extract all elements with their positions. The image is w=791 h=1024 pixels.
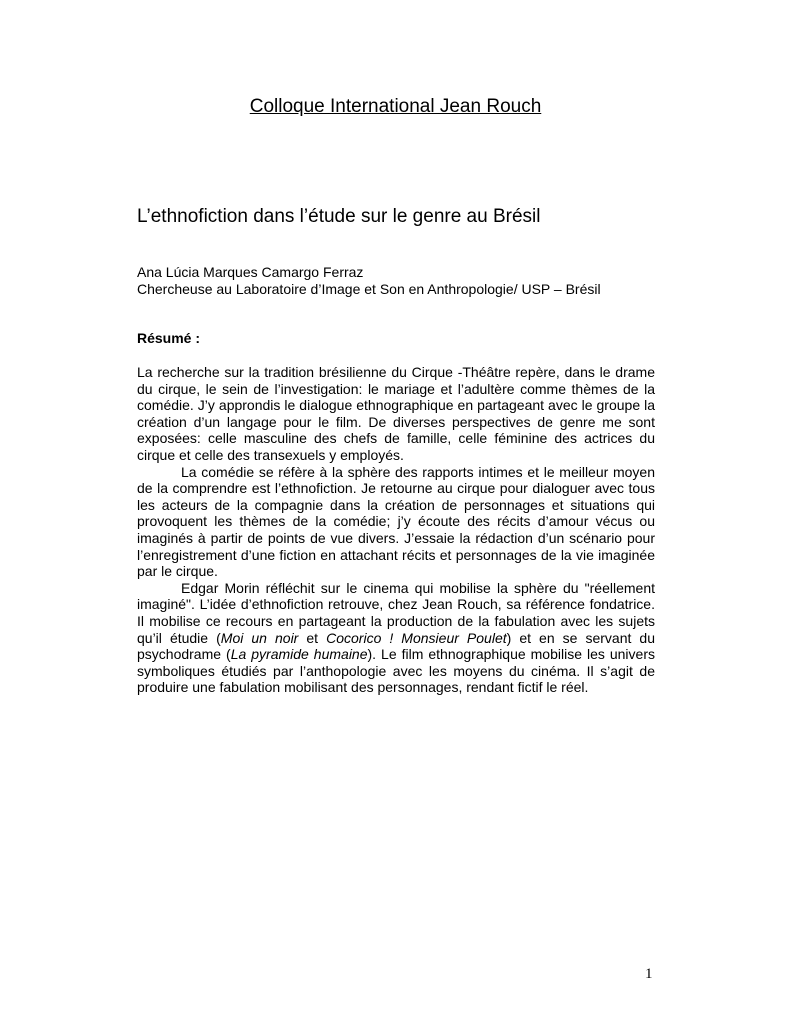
abstract-paragraph-1: La recherche sur la tradition brésilienne du Cirque -Théâtre repère, dans le drame du cirque, le sein de l’investigation: le mariage et l’adultère comme thèmes de la comédie. J’y approndis le dialogue ethnographique en partageant avec le groupe la création d’un langage pour le film. De diverses perspectives de genre me sont exposées: celle masculine des chefs de famille, celle féminine des actrices du cirque et celle des transexuels y employés. <box>137 364 655 463</box>
author-affiliation: Chercheuse au Laboratoire d’Image et Son en Anthropologie/ USP – Brésil <box>137 281 601 297</box>
paper-title: L’ethnofiction dans l’étude sur le genre au Brésil <box>137 206 541 227</box>
film-title-cocorico: Cocorico ! Monsieur Poulet <box>326 629 507 646</box>
abstract-paragraph-2: La comédie se réfère à la sphère des rapports intimes et le meilleur moyen de la comprendre est l’ethnofiction. Je retourne au cirque pour dialoguer avec tous les acteurs de la compagnie dans la création de personnages et situations qui provoquent les thèmes de la comédie; j’y écoute des récits d’amour vécus ou imaginés à partir de points de vue divers. J’essaie la rédaction d’un scénario pour l’enregistrement d’une fiction en attachant récits et personnages de la vie imaginée par le cirque. <box>137 463 655 580</box>
author-name: Ana Lúcia Marques Camargo Ferraz <box>137 264 364 280</box>
page-number: 1 <box>645 966 653 982</box>
paragraph-3-text-3: ) et en se servant du psychodrame ( <box>137 629 655 663</box>
film-title-pyramide-humaine: La pyramide humaine <box>230 646 368 663</box>
abstract-paragraph-3 <box>137 580 655 696</box>
film-title-moi-un-noir: Moi un noir <box>220 629 299 646</box>
paragraph-3-text-1: Edgar Morin réfléchit sur le cinema qui mobilise la sphère du "réellement imaginé". L’idée d’ethnofiction retrouve, chez Jean Rouch, sa référence fondatrice. Il mobilise ce recours en partageant la production de la fabulation avec les sujets qu’il étudie ( <box>137 579 655 646</box>
paragraph-3-text-2: et <box>298 629 327 646</box>
paragraph-3-text-4: ). Le film ethnographique mobilise les univers symboliques étudiés par l’anthopologie avec les moyens du cinéma. Il s’agit de produire une fabulation mobilisant des personnages, rendant fictif le réel. <box>137 646 655 696</box>
conference-title: Colloque International Jean Rouch <box>249 96 542 117</box>
abstract-body <box>137 364 655 696</box>
resume-heading: Résumé : <box>137 330 201 346</box>
